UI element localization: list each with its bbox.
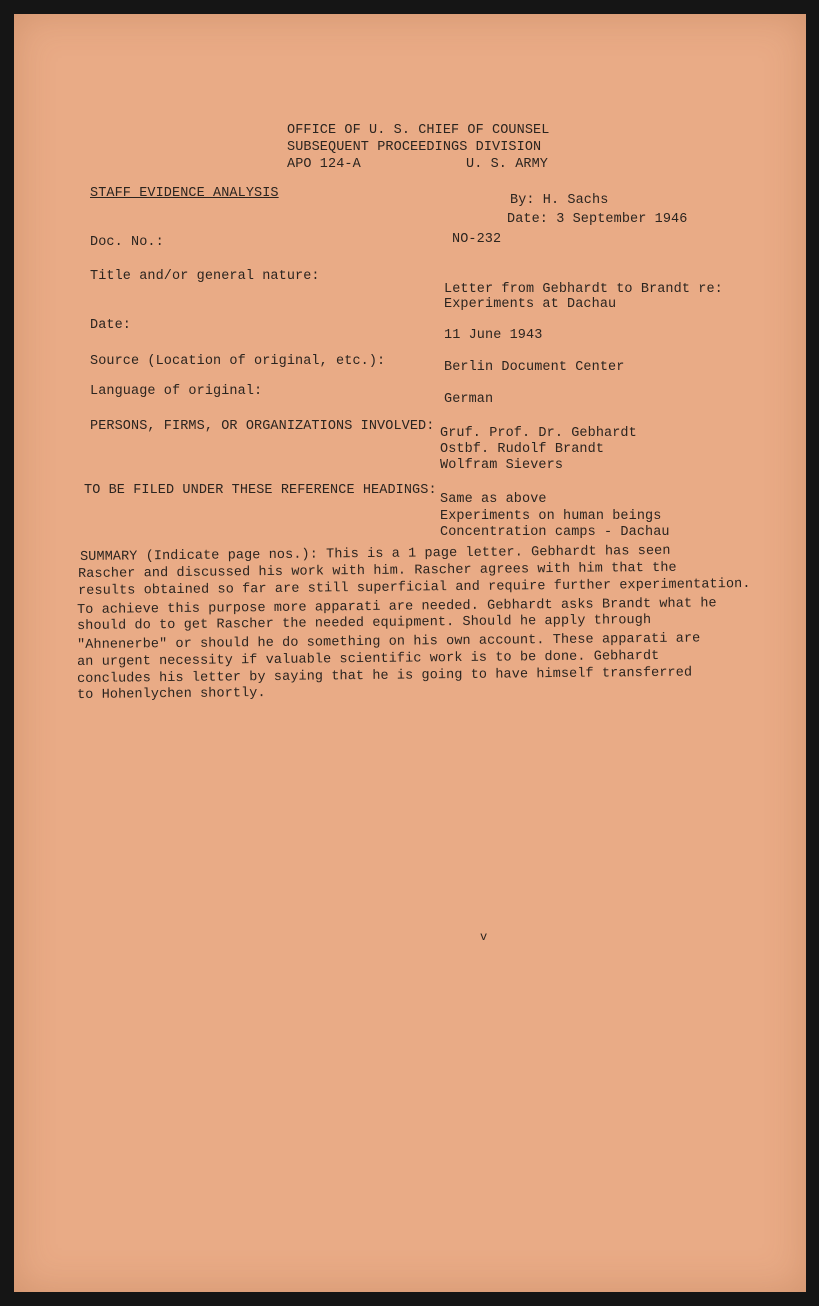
person-1: Gruf. Prof. Dr. Gebhardt — [440, 426, 637, 441]
title-value-line-1: Letter from Gebhardt to Brandt re: — [444, 282, 723, 297]
person-2: Ostbf. Rudolf Brandt — [440, 442, 605, 457]
person-3: Wolfram Sievers — [440, 458, 564, 473]
header-army: U. S. ARMY — [466, 157, 549, 172]
summary-line: an urgent necessity if valuable scientific work is to be done. Gebhardt — [76, 648, 660, 670]
summary-line: Rascher and discussed his work with him. Rascher agrees with him that the — [77, 560, 677, 582]
heading-1: Same as above — [440, 492, 547, 507]
persons-label: PERSONS, FIRMS, OR ORGANIZATIONS INVOLVED: — [90, 419, 435, 434]
summary-line: "Ahnenerbe" or should he do something on his own account. These apparati are — [76, 631, 701, 653]
language-value: German — [444, 392, 494, 407]
summary-line: To achieve this purpose more apparati are needed. Gebhardt asks Brandt what he — [76, 596, 717, 618]
summary-line: results obtained so far are still superficial and require further experimentation. — [77, 576, 751, 599]
analysis-date: Date: 3 September 1946 — [507, 212, 688, 227]
stray-mark: v — [480, 930, 488, 944]
language-label: Language of original: — [90, 384, 263, 399]
header-apo: APO 124-A — [287, 157, 361, 172]
summary-line: should do to get Rascher the needed equipment. Should he apply through — [76, 612, 652, 634]
summary-line: SUMMARY (Indicate page nos.): This is a 1 page letter. Gebhardt has seen — [79, 543, 671, 565]
source-label: Source (Location of original, etc.): — [90, 354, 386, 369]
doc-no-value: NO-232 — [452, 232, 502, 247]
source-value: Berlin Document Center — [444, 360, 625, 375]
date-value: 11 June 1943 — [444, 328, 543, 343]
filed-label: TO BE FILED UNDER THESE REFERENCE HEADINGS: — [84, 483, 437, 498]
summary-line: concludes his letter by saying that he is going to have himself transferred — [76, 665, 693, 687]
doc-no-label: Doc. No.: — [90, 235, 164, 250]
header-division: SUBSEQUENT PROCEEDINGS DIVISION — [287, 140, 542, 155]
header-office: OFFICE OF U. S. CHIEF OF COUNSEL — [287, 123, 550, 138]
analyst-name: By: H. Sachs — [510, 193, 609, 208]
date-label: Date: — [90, 318, 132, 333]
document-title: STAFF EVIDENCE ANALYSIS — [90, 186, 279, 201]
title-value-line-2: Experiments at Dachau — [444, 297, 617, 312]
heading-2: Experiments on human beings — [440, 509, 662, 524]
summary-line: to Hohenlychen shortly. — [76, 686, 266, 703]
heading-3: Concentration camps - Dachau — [440, 525, 670, 540]
title-label: Title and/or general nature: — [90, 269, 320, 284]
